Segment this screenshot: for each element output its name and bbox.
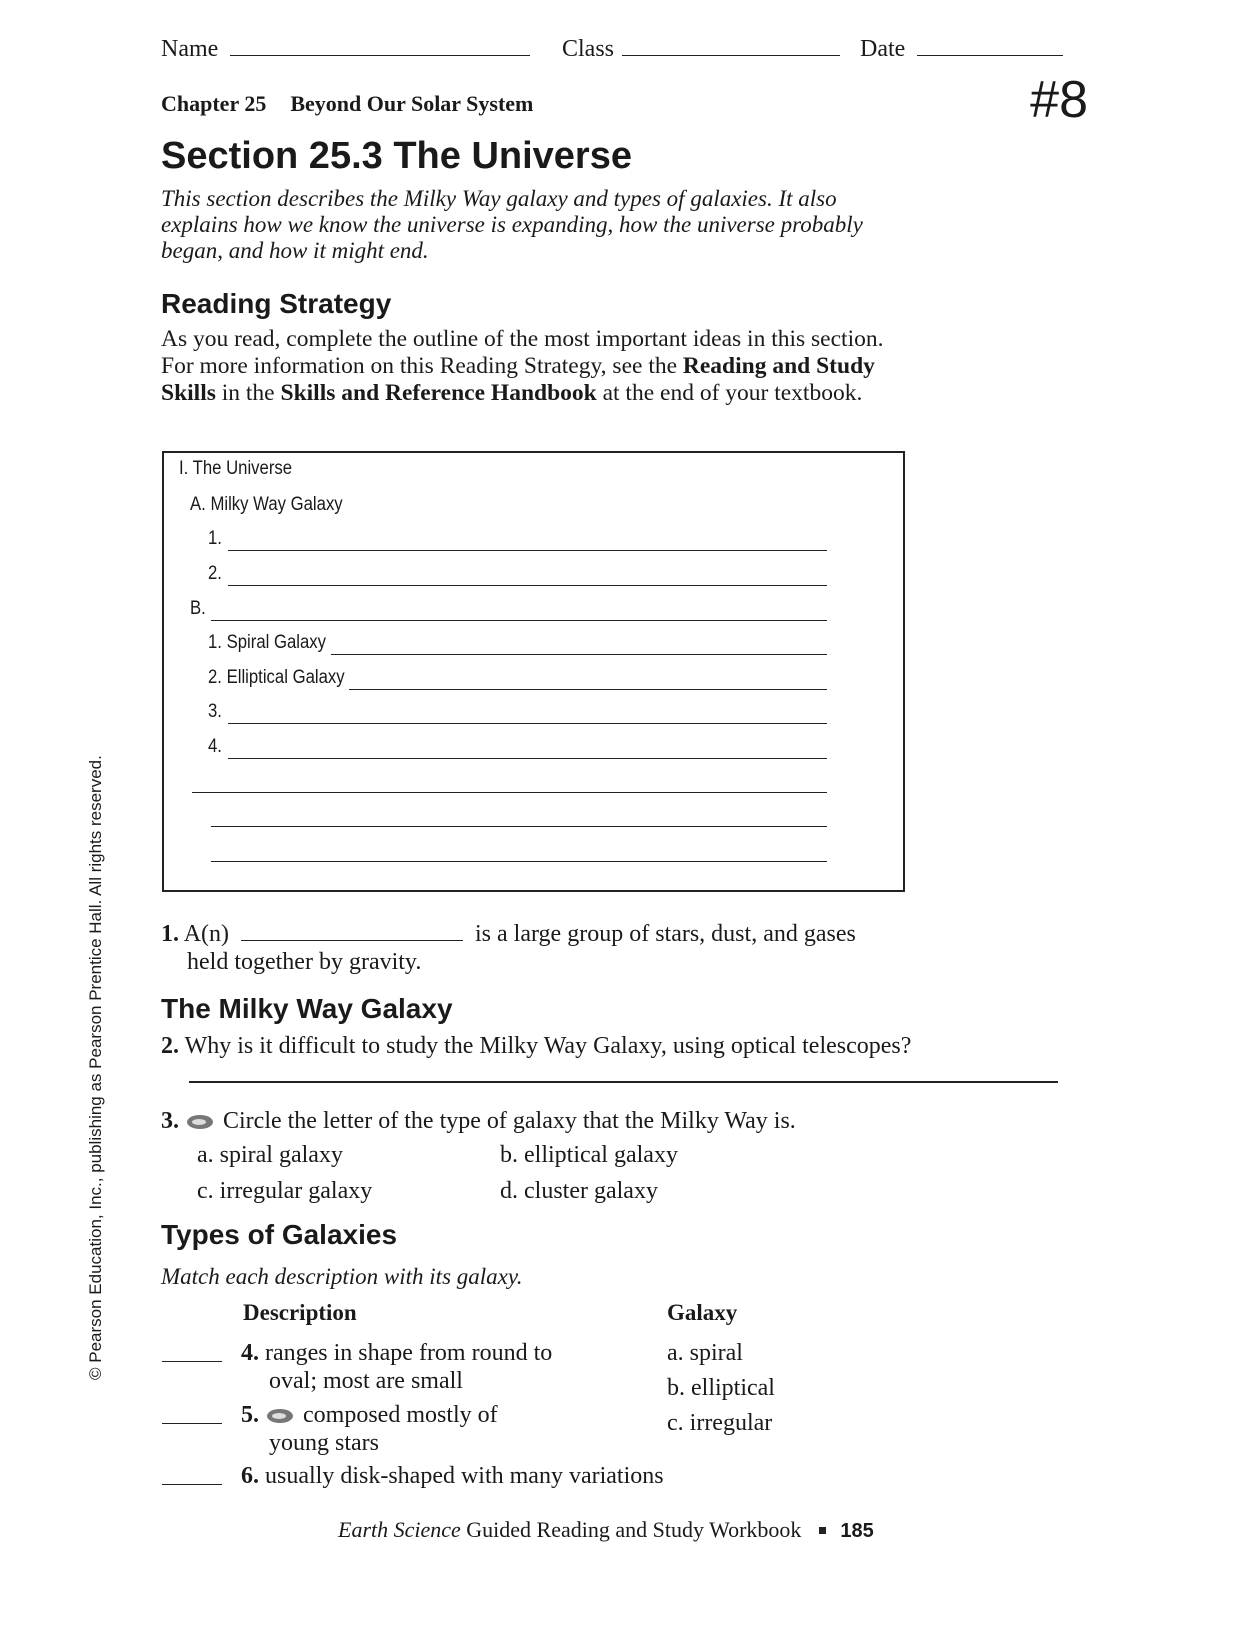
section-intro: This section describes the Milky Way galaxy and types of galaxies. It also explains how we know the universe is expanding, how the universe probably began, and how it might end.: [161, 186, 863, 263]
question-1: [161, 920, 856, 948]
rs-text-1: As you read, complete the outline of the most important ideas in this section. For more information on this Reading Strategy, see the: [161, 326, 884, 379]
item-6-number: 6.: [241, 1463, 259, 1489]
question-2: [161, 1032, 911, 1060]
galaxy-option-c: c. irregular: [667, 1410, 773, 1436]
name-blank[interactable]: [230, 55, 530, 56]
outline-item-a1: 1.: [208, 528, 222, 549]
copyright-notice: © Pearson Education, Inc., publishing as Pearson Prentice Hall. All rights reserved.: [86, 755, 105, 1380]
outline-blank-c1[interactable]: [211, 826, 827, 827]
section-title: Section 25.3 The Universe: [161, 135, 632, 177]
outline-item-milky-way: A. Milky Way Galaxy: [190, 494, 343, 515]
q1-after: is a large group of stars, dust, and gases: [475, 921, 856, 947]
reading-strategy-text: [161, 326, 901, 407]
match-item-6: [241, 1462, 664, 1490]
galaxy-column-header: Galaxy: [667, 1300, 738, 1325]
outline-box: [162, 451, 905, 892]
class-label: Class: [562, 36, 615, 62]
date-label: Date: [860, 36, 906, 62]
chapter-title: Beyond Our Solar System: [290, 91, 534, 116]
q1-number: 1.: [161, 921, 179, 947]
outline-item-a2: 2.: [208, 563, 222, 584]
q3-choice-a[interactable]: a. spiral galaxy: [197, 1142, 343, 1168]
outline-item-b3: 3.: [208, 701, 222, 722]
outline-item-elliptical: 2. Elliptical Galaxy: [208, 667, 345, 688]
q3-choice-d[interactable]: d. cluster galaxy: [500, 1178, 658, 1204]
match-item-5: [241, 1401, 498, 1429]
outline-blank-elliptical[interactable]: [349, 689, 827, 690]
item-4-number: 4.: [241, 1340, 259, 1366]
item-5-text: composed mostly of: [303, 1402, 498, 1428]
description-column-header: Description: [243, 1300, 357, 1325]
outline-blank-a1[interactable]: [228, 550, 827, 551]
q3-choice-b[interactable]: b. elliptical galaxy: [500, 1142, 678, 1168]
galaxy-option-a: a. spiral: [667, 1340, 743, 1366]
pencil-icon: [187, 1115, 213, 1129]
name-label: Name: [161, 36, 219, 62]
date-blank[interactable]: [917, 55, 1063, 56]
types-heading: Types of Galaxies: [161, 1219, 398, 1250]
footer-bullet: [819, 1527, 826, 1534]
pencil-icon: [267, 1409, 293, 1423]
q1-before: A(n): [183, 921, 230, 947]
q2-text: Why is it difficult to study the Milky Way Galaxy, using optical telescopes?: [184, 1033, 912, 1059]
q3-choice-c[interactable]: c. irregular galaxy: [197, 1178, 373, 1204]
chapter-heading: [161, 91, 533, 117]
galaxy-option-b: b. elliptical: [667, 1375, 775, 1401]
outline-blank-b[interactable]: [211, 620, 827, 621]
match-blank-5[interactable]: [162, 1423, 222, 1424]
match-instruction: Match each description with its galaxy.: [161, 1264, 523, 1289]
rs-bold-2: Skills and Reference Handbook: [280, 380, 597, 406]
page-number: 185: [840, 1520, 874, 1542]
outline-blank-b4[interactable]: [228, 758, 827, 759]
worksheet-number: #8: [1030, 71, 1088, 129]
q1-line-2: held together by gravity.: [187, 949, 422, 975]
class-field: [562, 36, 840, 63]
date-field: [860, 36, 1063, 63]
rs-text-2: in the: [215, 380, 281, 406]
item-5-text-line-2: young stars: [269, 1430, 379, 1456]
reading-strategy-heading: Reading Strategy: [161, 288, 392, 319]
class-blank[interactable]: [622, 55, 840, 56]
outline-blank-a2[interactable]: [228, 585, 827, 586]
footer-book-title: Guided Reading and Study Workbook: [460, 1517, 802, 1542]
outline-blank-c2[interactable]: [211, 861, 827, 862]
outline-blank-c[interactable]: [192, 792, 827, 793]
item-4-text-line-2: oval; most are small: [269, 1368, 463, 1394]
match-blank-6[interactable]: [162, 1484, 222, 1485]
q3-text: Circle the letter of the type of galaxy that the Milky Way is.: [223, 1108, 796, 1134]
outline-item-b: B.: [190, 598, 206, 619]
milky-way-heading: The Milky Way Galaxy: [161, 993, 453, 1024]
footer-book-italic: Earth Science: [338, 1517, 461, 1542]
question-3: [161, 1107, 796, 1135]
q2-answer-line[interactable]: [189, 1081, 1058, 1083]
name-field: [161, 36, 530, 63]
match-blank-4[interactable]: [162, 1361, 222, 1362]
q2-number: 2.: [161, 1033, 179, 1059]
page-footer: [338, 1517, 874, 1543]
rs-text-3: at the end of your textbook.: [596, 380, 863, 406]
item-5-number: 5.: [241, 1402, 259, 1428]
q3-number: 3.: [161, 1108, 179, 1134]
match-item-4: [241, 1339, 552, 1367]
outline-item-spiral: 1. Spiral Galaxy: [208, 632, 327, 653]
rs-bold-1: Reading and Study Skills: [161, 353, 875, 406]
q1-blank[interactable]: [241, 940, 463, 941]
item-4-text: ranges in shape from round to: [265, 1340, 553, 1366]
outline-blank-b3[interactable]: [228, 723, 827, 724]
outline-item-universe: I. The Universe: [179, 458, 293, 479]
chapter-label: Chapter 25: [161, 91, 267, 116]
item-6-text: usually disk-shaped with many variations: [265, 1463, 664, 1489]
outline-blank-spiral[interactable]: [331, 654, 827, 655]
outline-item-b4: 4.: [208, 736, 222, 757]
